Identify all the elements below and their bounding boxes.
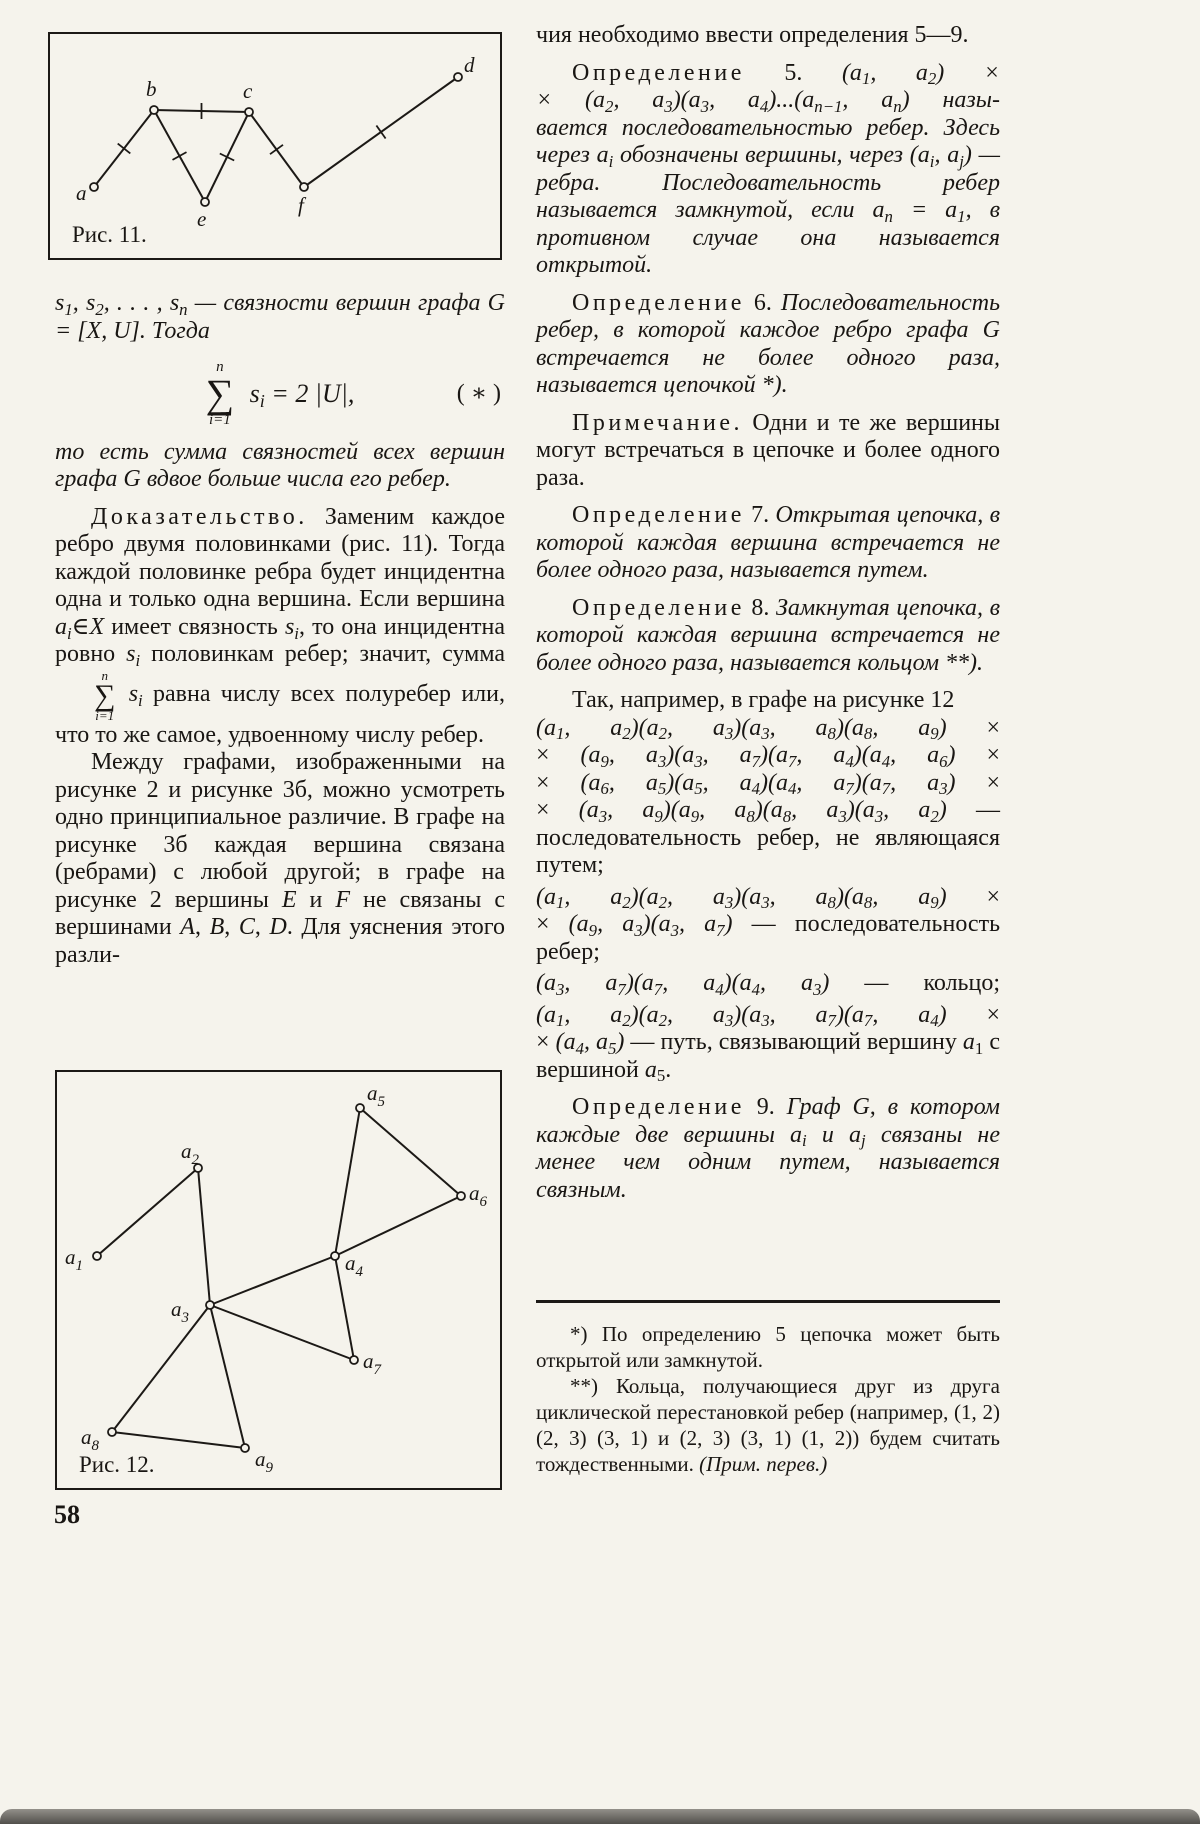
para-sequence-2: ($a_1$, $a_2)(a_2$, $a_3)(a_3$, $a_8)(a_8$, $a_9$) × × ($a_9$, $a_3)(a_3$, $a_7$) — последовательность ребер; [536,883,1001,965]
vertex-label-e: e [197,207,207,231]
vertex-label-f: f [298,193,304,217]
halfedge-tick [270,145,283,154]
edge-a3-a9 [210,1305,245,1448]
sigma-glyph: ∑ [205,370,235,416]
para-definition-7: Определение 7. Открытая цепочка, в которой каждая вершина встречается не более одного раза, называется путем. [536,502,1000,583]
edge-a3-a7 [210,1305,354,1360]
vertex-a5 [356,1104,364,1112]
para-sequence-1: ($a_1$, $a_2)(a_2$, $a_3)(a_3$, $a_8)(a_8$, $a_9$) × × ($a_9$, $a_3)(a_3$, $a_7)(a_7$, $a_4)(a_4$, $a_6$) × × ($a_6$, $a_5)(a_5$, $a_4)(a_4$, $a_7)(a_7$, $a_3$) × × ($a_3$, $a_9)(a_9$, $a_8)(a_8$, $a_3)(a_3$, $a_2$) — последовательность ребер, не являющаяся путем; [536,714,1001,878]
figure-12-graph [57,1072,500,1488]
para-note: Примечание. Одни и те же вершины могут встречаться в цепочке и более одного раза. [536,409,1000,491]
vertex-b [150,106,158,114]
para-proof: Доказательство. Заменим каждое ребро двумя половинками (рис. 11). Тогда каждой половинке ребра будет инцидентна одна и только одна вершина. Если вершина $a_i\in X$ имеет связность $s_i$, то она инцидентна ровно $s_i$ половинкам ребер; значит, сумма n ∑ i=1 $s_i$ равна числу всех полуребер или, что то же самое, удвоенному числу ребер. [55,503,506,748]
para-definition-8: Определение 8. Замкнутая цепочка, в которой каждая вершина встречается не более одного раза, называется кольцом **). [536,594,1001,676]
para-definition-9: Определение 9. Граф G, в котором каждые две вершины $a_i$ и $a_j$ связаны не менее чем одним путем, называется связным. [536,1094,1000,1203]
figure-11-caption: Рис. 11. [72,222,147,247]
vertex-a [90,183,98,191]
vertex-e [201,198,209,206]
figure-12-caption: Рис. 12. [79,1452,155,1477]
vertex-label-a2: $a_2$ [181,1139,199,1168]
equation-star [55,359,505,429]
scan-edge-artifact [0,1809,1200,1824]
vertex-label-a6: $a_6$ [469,1181,487,1210]
footnote-2: **) Кольца, получающиеся друг из друга циклической перестановкой ребер (например, (1, 2) (2, 3) (3, 1) и (2, 3) (3, 1) (1, 2)) будем считать тождественными. (Прим. перев.) [536,1374,1000,1476]
figure-11 [48,32,502,260]
page-number: 58 [54,1500,80,1529]
edge-a3-a4 [210,1256,335,1305]
edge-a5-a6 [360,1108,461,1196]
vertex-label-a8: $a_8$ [81,1425,99,1454]
edge-a8-a9 [112,1432,245,1448]
footnote-rule [536,1300,1000,1303]
vertex-a3 [206,1301,214,1309]
left-column [55,290,505,969]
edge-a4-a5 [335,1108,360,1256]
vertex-a9 [241,1444,249,1452]
para-definition-5: Определение 5. ($a_1$, $a_2$) × × ($a_2$, $a_3)(a_3$, $a_4)...(a_{n-1}$, $a_n$) назы- вается последовательностью ребер. Здесь через $a_i$ обозначены вершины, через ($a_i$, $a_j$) — ребра. Последовательность ребер называется замкнутой, если $a_n = a_1$, в противном случае она называется открытой. [536,59,1001,278]
vertex-label-a7: $a_7$ [363,1349,381,1378]
vertex-a1 [93,1252,101,1260]
vertex-a8 [108,1428,116,1436]
para-thesis: то есть сумма связностей всех вершин графа G вдвое больше числа его ребер. [55,438,505,493]
vertex-label-b: b [146,77,157,101]
vertex-label-d: d [464,53,475,77]
equation-expression: $s_i = 2$ |U|, [249,379,355,412]
vertex-label-a3: $a_3$ [171,1297,189,1326]
para-definition-6: Определение 6. Последовательность ребер, в которой каждое ребро графа G встречается не более одного раза, называется цепочкой *). [536,289,1000,398]
vertex-d [454,73,462,81]
halfedge-tick [376,126,385,139]
para-sequence-3: ($a_3$, $a_7)(a_7$, $a_4)(a_4$, $a_3$) — кольцо; [536,970,1001,999]
para-compare: Между графами, изображенными на рисунке 2 и рисунке 3б, можно усмотреть одно принципиальное различие. В графе на рисунке 3б каждая вершина связана (ребрами) с любой другой; в графе на рисунке 2 вершины E и F не связаны с вершинами A, B, C, D. Для уяснения этого разли- [55,749,506,968]
para-intro: $s_1$, $s_2$, . . . , $s_n$ — связности вершин графа G = [X, U]. Тогда [55,290,506,344]
vertex-a7 [350,1356,358,1364]
edge-a2-a3 [198,1168,210,1305]
edge-a1-a2 [97,1168,198,1256]
vertex-label-a1: $a_1$ [65,1245,83,1274]
vertex-a4 [331,1252,339,1260]
vertex-label-a5: $a_5$ [367,1081,385,1110]
vertex-c [245,108,253,116]
vertex-label-a4: $a_4$ [345,1251,363,1280]
summation-symbol [206,359,235,429]
equation-tag: ( ∗ ) [456,380,501,407]
halfedge-tick [173,152,187,160]
right-column [536,22,1000,1204]
para-sequence-4: ($a_1$, $a_2)(a_2$, $a_3)(a_3$, $a_7)(a_7$, $a_4$) × × ($a_4$, $a_5$) — путь, связывающий вершину $a_1$ с вершиной $a_5$. [536,1001,1000,1086]
vertex-label-a9: $a_9$ [255,1447,273,1476]
sum-upper-limit: n [216,359,224,375]
edge-a3-a8 [112,1305,210,1432]
vertex-f [300,183,308,191]
figure-12 [55,1070,502,1490]
para-continuation: чия необходимо ввести определения 5—9. [536,22,969,48]
vertex-a6 [457,1192,465,1200]
sum-lower-limit: i=1 [208,412,231,429]
para-example-intro: Так, например, в графе на рисунке 12 [572,687,955,713]
footnotes [536,1300,1000,1477]
halfedge-tick [118,144,131,154]
vertex-label-c: c [243,79,253,103]
edge-a4-a6 [335,1196,461,1256]
halfedge-tick [220,154,234,161]
footnote-1: *) По определению 5 цепочка может быть открытой или замкнутой. [536,1322,1000,1372]
vertex-label-a: a [76,181,87,205]
